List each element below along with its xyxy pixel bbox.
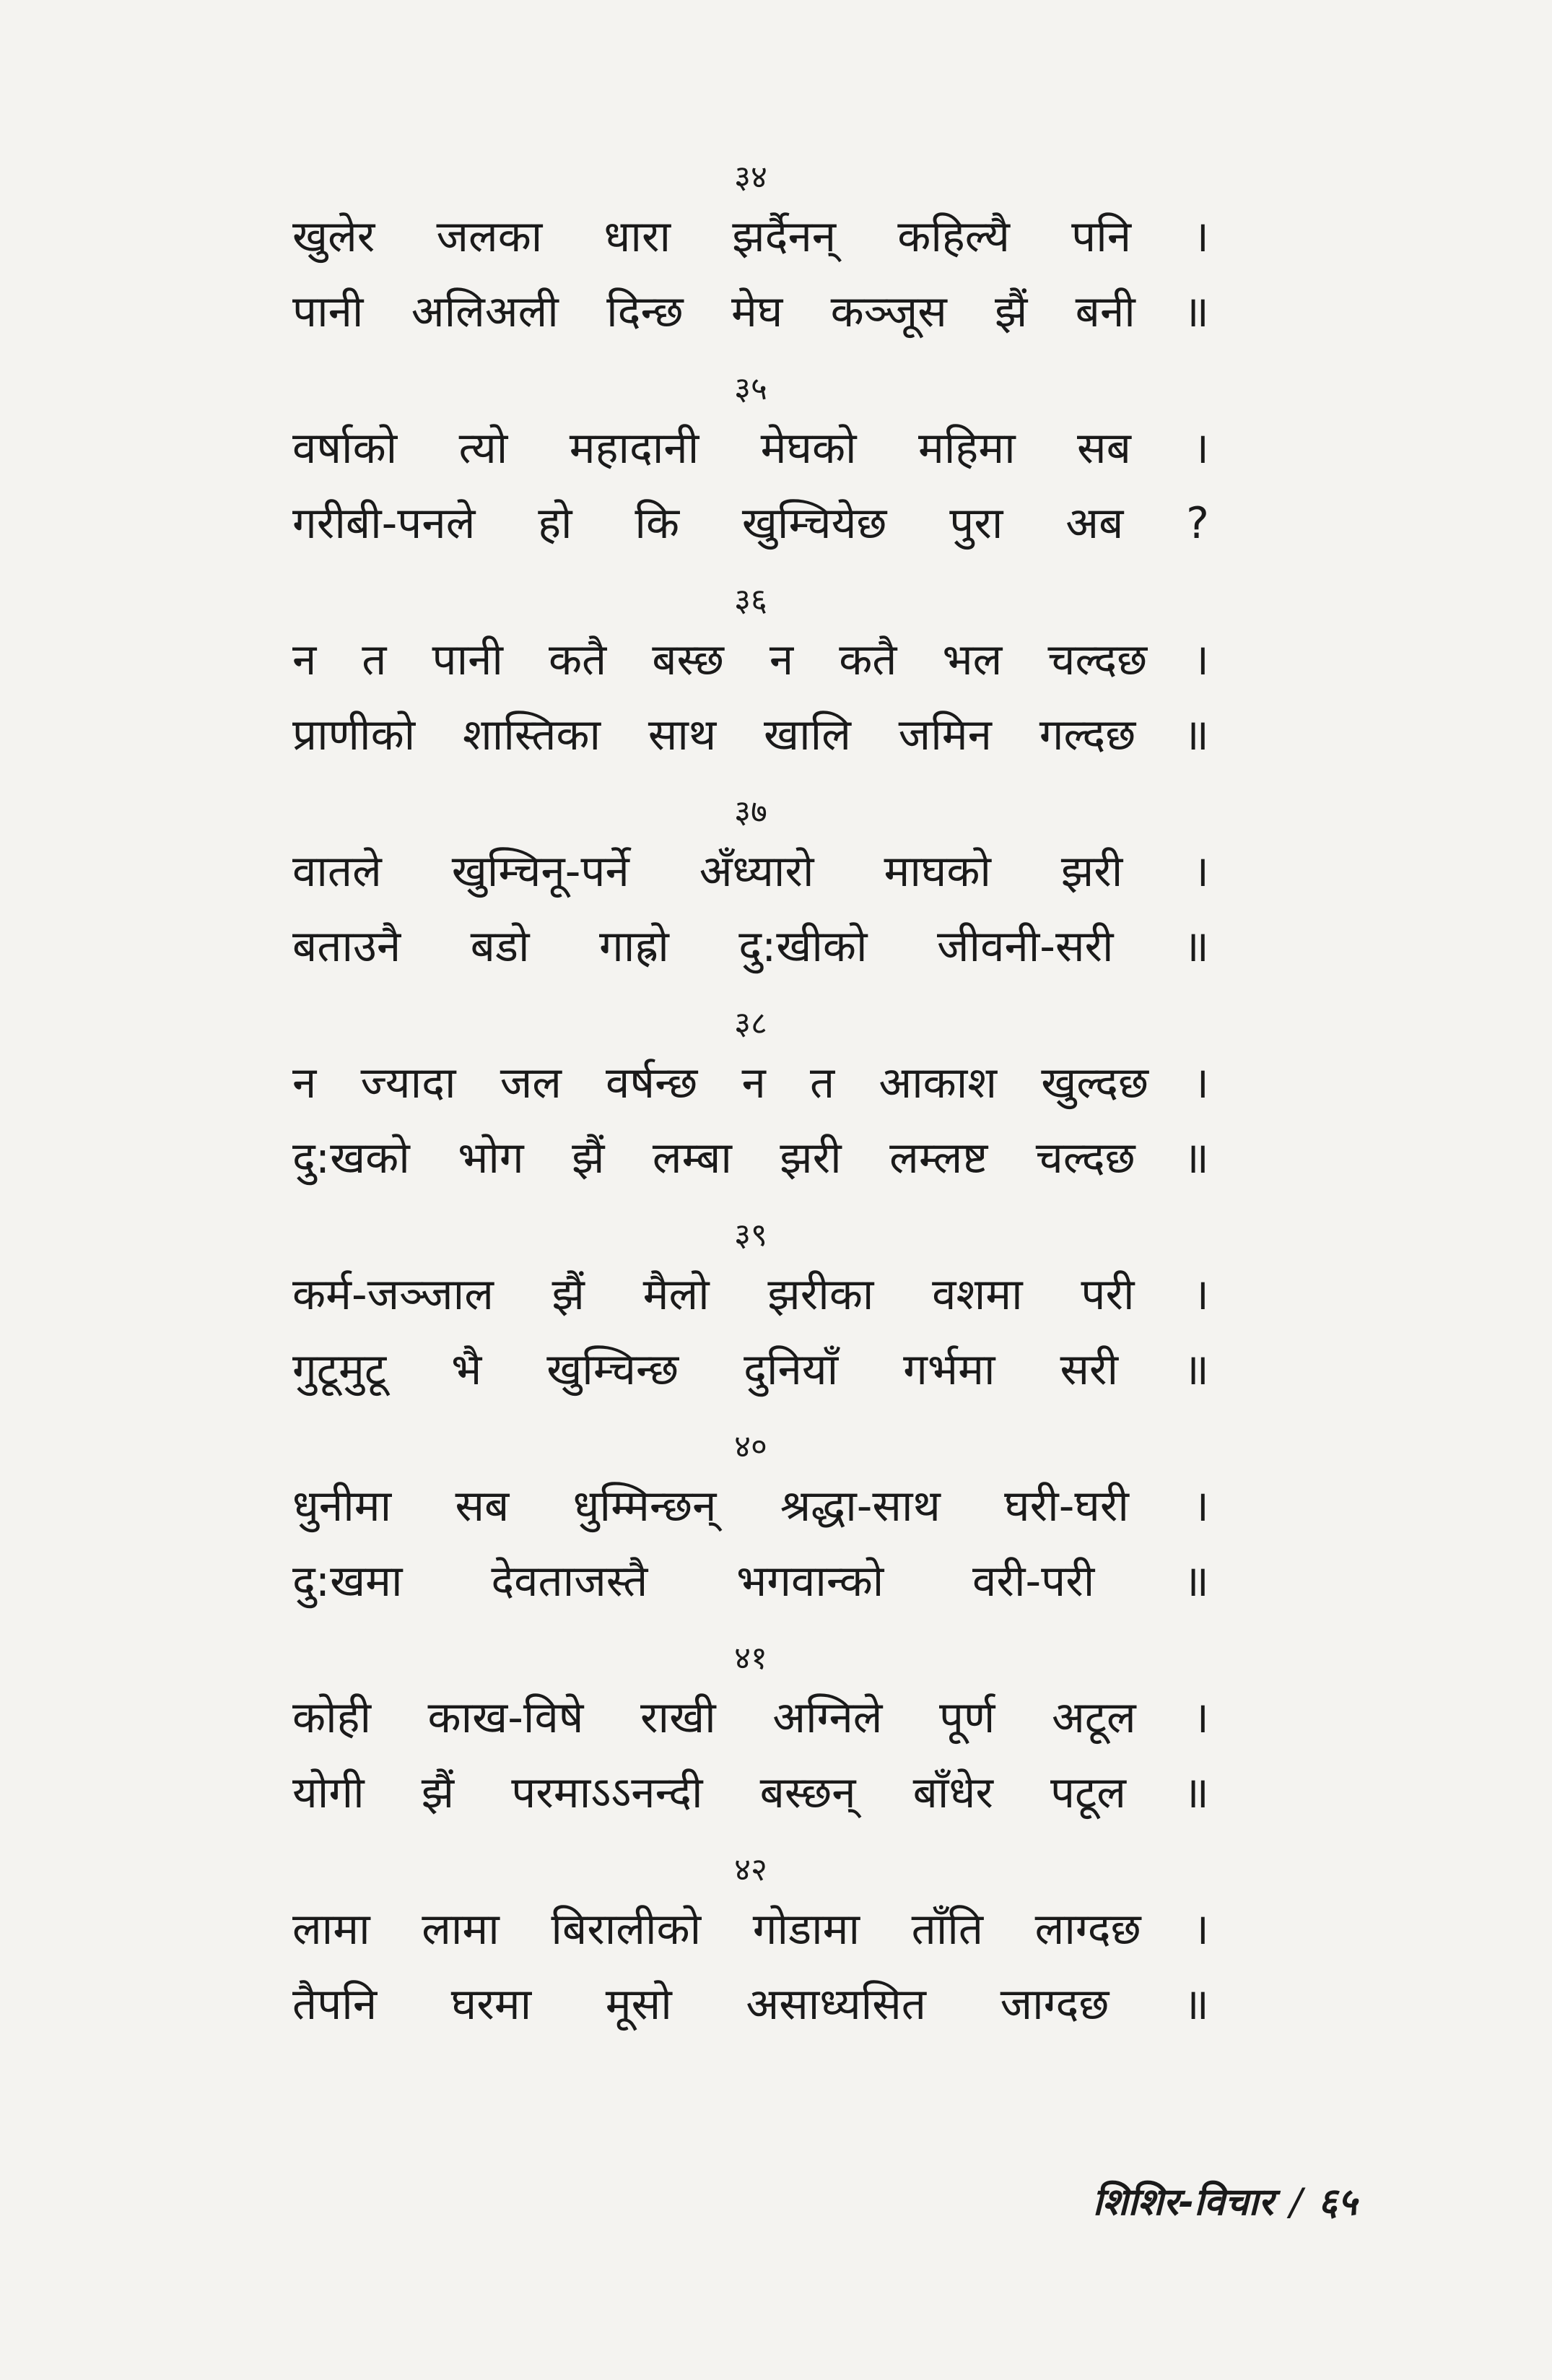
verse-number: ३४ xyxy=(734,159,767,196)
verse-number: ३८ xyxy=(734,1005,767,1042)
verse-line: गरीबी-पनले हो कि खुम्चियेछ पुरा अब ? xyxy=(292,498,1209,549)
verse-line: दु:खको भोग झैं लम्बा झरी लम्लष्ट चल्दछ ॥ xyxy=(292,1133,1209,1184)
verse-line: कर्म-जञ्जाल झैं मैलो झरीका वशमा परी । xyxy=(292,1269,1209,1320)
verse-line: वातले खुम्चिनू-पर्ने अँध्यारो माघको झरी । xyxy=(292,846,1209,897)
verse-line: न त पानी कतै बस्छ न कतै भल चल्दछ । xyxy=(292,635,1209,685)
page-footer xyxy=(1093,2177,1357,2228)
verse-list xyxy=(292,155,1209,2059)
page-number: ६५ xyxy=(1317,2181,1357,2224)
verse-line: खुलेर जलका धारा झर्दैनन् कहिल्यै पनि । xyxy=(292,212,1209,262)
verse-line: लामा लामा बिरालीको गोडामा ताँति लाग्दछ । xyxy=(292,1904,1209,1955)
verse-line: गुटूमुटू भै खुम्चिन्छ दुनियाँ गर्भमा सरी ॥ xyxy=(292,1345,1209,1395)
verse-line: तैपनि घरमा मूसो असाध्यसित जाग्दछ ॥ xyxy=(292,1979,1209,2030)
verse xyxy=(292,790,1209,1002)
verse xyxy=(292,1002,1209,1213)
verse-line: योगी झैं परमाऽऽनन्दी बस्छन् बाँधेर पटूल ॥ xyxy=(292,1768,1209,1818)
verse-number: ३५ xyxy=(734,370,767,407)
verse-line: न ज्यादा जल वर्षन्छ न त आकाश खुल्दछ । xyxy=(292,1058,1209,1108)
verse xyxy=(292,155,1209,367)
verse-number: ४० xyxy=(734,1428,767,1465)
verse-line: धुनीमा सब धुम्मिन्छन् श्रद्धा-साथ घरी-घरी । xyxy=(292,1481,1209,1532)
verse-number: ४२ xyxy=(734,1851,767,1888)
verse-line: पानी अलिअली दिन्छ मेघ कञ्जूस झैं बनी ॥ xyxy=(292,287,1209,337)
verse-number: ३६ xyxy=(734,582,767,619)
verse xyxy=(292,578,1209,790)
verse xyxy=(292,1636,1209,1848)
verse-line: कोही काख-विषे राखी अग्निले पूर्ण अटूल । xyxy=(292,1693,1209,1743)
footer-separator: / xyxy=(1289,2181,1302,2224)
verse-line: वर्षाको त्यो महादानी मेघको महिमा सब । xyxy=(292,423,1209,474)
verse xyxy=(292,1213,1209,1425)
verse-number: ४१ xyxy=(734,1640,767,1677)
verse xyxy=(292,1848,1209,2059)
verse-line: दु:खमा देवताजस्तै भगवान्को वरी-परी ॥ xyxy=(292,1556,1209,1607)
verse xyxy=(292,367,1209,578)
verse-line: बताउनै बडो गाह्रो दु:खीको जीवनी-सरी ॥ xyxy=(292,921,1209,972)
book-title: शिशिर-विचार xyxy=(1092,2181,1274,2224)
verse-number: ३७ xyxy=(734,794,767,830)
verse-number: ३९ xyxy=(734,1217,767,1254)
verse-line: प्राणीको शास्तिका साथ खालि जमिन गल्दछ ॥ xyxy=(292,710,1209,760)
verse xyxy=(292,1425,1209,1636)
